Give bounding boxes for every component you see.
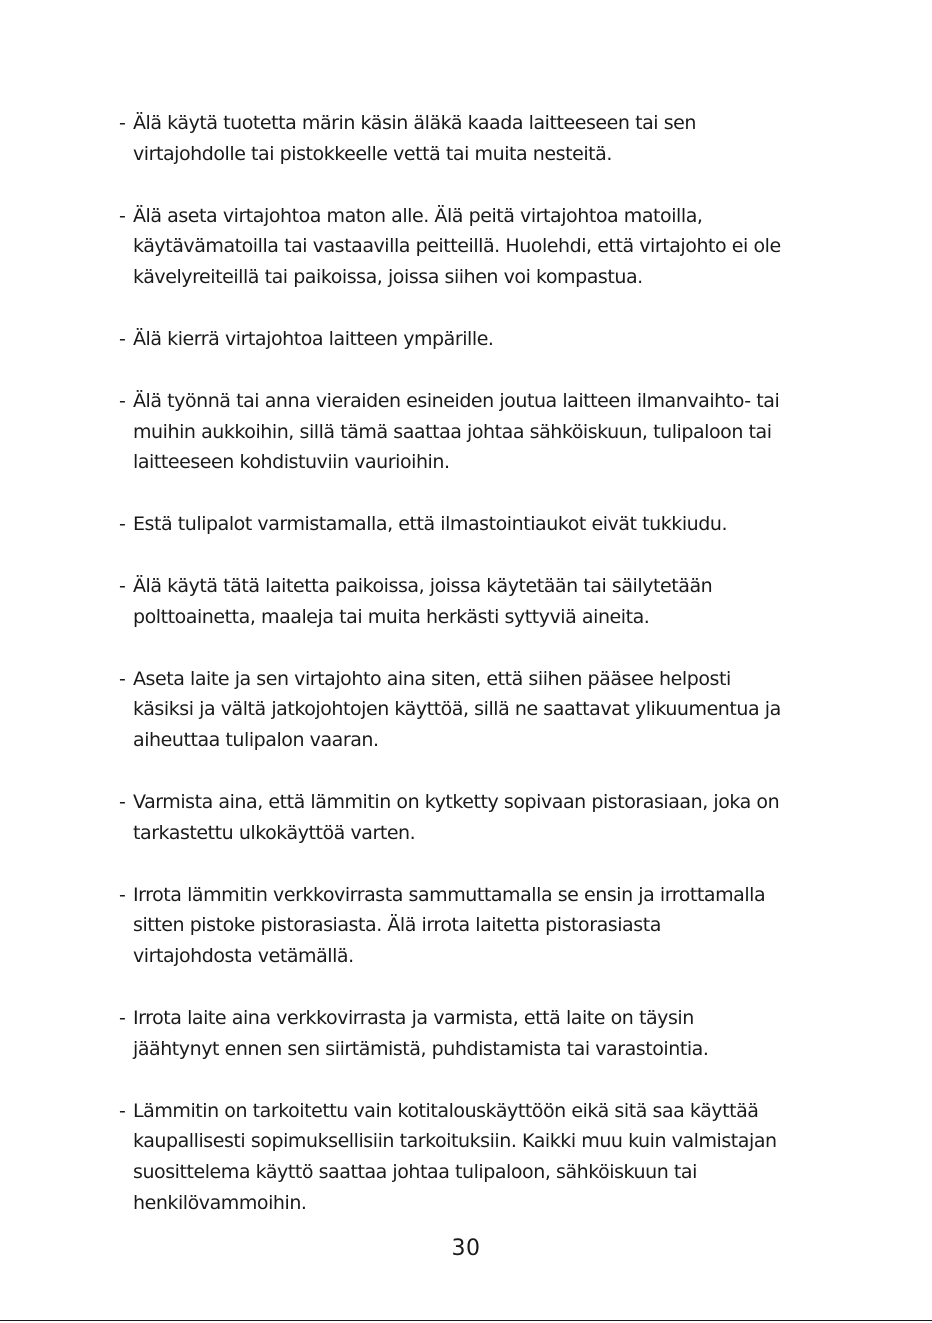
list-item-text: [133, 880, 765, 972]
list-dash: -: [119, 204, 126, 227]
list-item-text: [133, 509, 727, 540]
text-line: jäähtynyt ennen sen siirtämistä, puhdistamista tai varastointia.: [133, 1037, 709, 1060]
text-line: Aseta laite ja sen virtajohto aina siten, että siihen pääsee helposti: [133, 667, 731, 690]
list-dash: -: [119, 1006, 126, 1029]
text-line: suosittelema käyttö saattaa johtaa tulipaloon, sähköiskuun tai: [133, 1161, 697, 1184]
text-line: Varmista aina, että lämmitin on kytketty sopivaan pistorasiaan, joka on: [133, 790, 780, 813]
text-line: polttoainetta, maaleja tai muita herkästi syttyviä aineita.: [133, 605, 650, 628]
list-item: [119, 571, 839, 633]
list-dash: -: [119, 1099, 126, 1122]
list-dash: -: [119, 790, 126, 813]
text-line: Älä työnnä tai anna vieraiden esineiden joutua laitteen ilmanvaihto- tai: [133, 389, 780, 412]
list-item: [119, 324, 839, 355]
text-line: tarkastettu ulkokäyttöä varten.: [133, 821, 416, 844]
list-item: [119, 664, 839, 756]
text-line: Estä tulipalot varmistamalla, että ilmastointiaukot eivät tukkiudu.: [133, 513, 728, 536]
text-line: aiheuttaa tulipalon vaaran.: [133, 729, 379, 752]
text-line: kaupallisesti sopimuksellisiin tarkoituksiin. Kaikki muu kuin valmistajan: [133, 1130, 777, 1153]
text-line: kävelyreiteillä tai paikoissa, joissa siihen voi kompastua.: [133, 266, 643, 289]
list-item-text: [133, 571, 712, 633]
text-line: henkilövammoihin.: [133, 1191, 307, 1214]
list-item: [119, 108, 839, 170]
list-item-text: [133, 108, 696, 170]
text-line: laitteeseen kohdistuviin vaurioihin.: [133, 451, 450, 474]
list-item: [119, 386, 839, 478]
list-item: [119, 201, 839, 293]
list-dash: -: [119, 574, 126, 597]
list-item: [119, 1096, 839, 1219]
list-item-text: [133, 324, 494, 355]
safety-instructions-list: [119, 108, 839, 1250]
text-line: käsiksi ja vältä jatkojohtojen käyttöä, sillä ne saattavat ylikuumentua ja: [133, 698, 781, 721]
list-dash: -: [119, 667, 126, 690]
list-dash: -: [119, 112, 126, 134]
text-line: muihin aukkoihin, sillä tämä saattaa johtaa sähköiskuun, tulipaloon tai: [133, 420, 772, 443]
list-item-text: [133, 201, 781, 293]
text-line: Älä käytä tätä laitetta paikoissa, joissa käytetään tai säilytetään: [133, 574, 713, 597]
list-item: [119, 880, 839, 972]
list-item: [119, 787, 839, 849]
text-line: virtajohdosta vetämällä.: [133, 945, 354, 968]
text-line: käytävämatoilla tai vastaavilla peitteillä. Huolehdi, että virtajohto ei ole: [133, 235, 781, 258]
text-line: Älä kierrä virtajohtoa laitteen ympärille.: [133, 327, 494, 350]
list-item-text: [133, 787, 779, 849]
list-item: [119, 509, 839, 540]
list-dash: -: [119, 327, 126, 350]
bottom-divider: [0, 1320, 932, 1321]
list-item: [119, 1003, 839, 1065]
list-dash: -: [119, 389, 126, 412]
text-line: Irrota laite aina verkkovirrasta ja varmista, että laite on täysin: [133, 1006, 694, 1029]
text-line: virtajohdolle tai pistokkeelle vettä tai muita nesteitä.: [133, 142, 612, 165]
text-line: sitten pistoke pistorasiasta. Älä irrota laitetta pistorasiasta: [133, 914, 661, 937]
text-line: Irrota lämmitin verkkovirrasta sammuttamalla se ensin ja irrottamalla: [133, 883, 766, 906]
page-number: 30: [451, 1236, 481, 1261]
list-item-text: [133, 1096, 777, 1219]
text-line: Älä aseta virtajohtoa maton alle. Älä peitä virtajohtoa matoilla,: [133, 204, 703, 227]
list-item-text: [133, 386, 779, 478]
text-line: Lämmitin on tarkoitettu vain kotitalouskäyttöön eikä sitä saa käyttää: [133, 1099, 759, 1122]
list-item-text: [133, 1003, 708, 1065]
list-dash: -: [119, 513, 126, 536]
list-dash: -: [119, 883, 126, 906]
text-line: Älä käytä tuotetta märin käsin äläkä kaada laitteeseen tai sen: [133, 112, 696, 134]
list-item-text: [133, 664, 781, 756]
